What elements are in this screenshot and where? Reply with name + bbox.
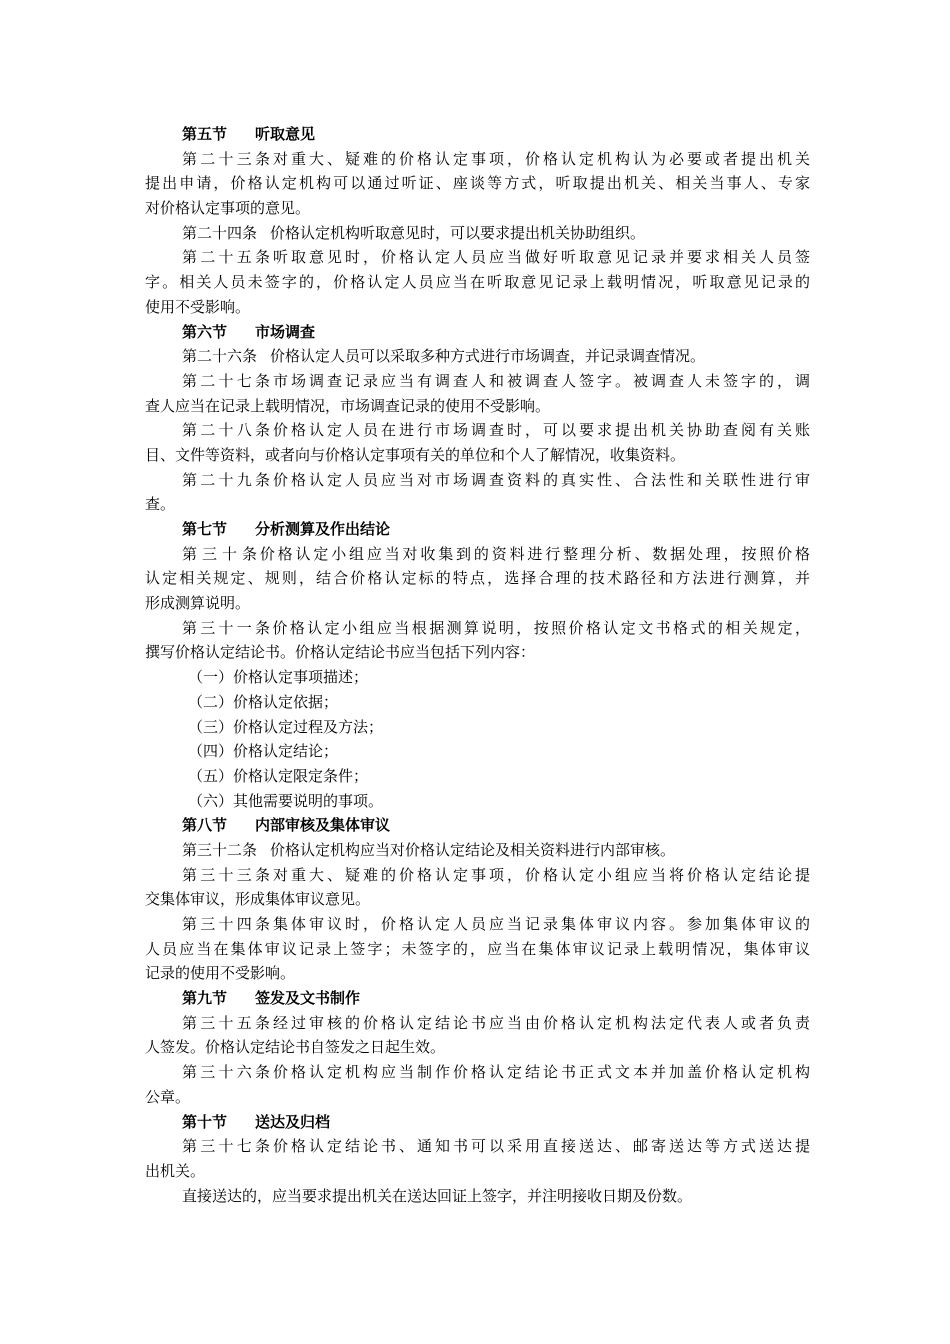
text-line [145, 196, 810, 221]
section-title: 市场调查 [255, 322, 316, 341]
text-line [145, 640, 810, 665]
list-item [145, 789, 810, 814]
article-line [145, 1011, 810, 1036]
text-line [145, 492, 810, 517]
line-text: 撰写价格认定结论书。价格认定结论书应当包括下列内容： [145, 643, 536, 662]
list-item [145, 764, 810, 789]
article-line [145, 418, 810, 443]
text-line [145, 566, 810, 591]
article-line [145, 221, 810, 246]
article-number: 第三十七条 [182, 1137, 270, 1156]
text-line [145, 1035, 810, 1060]
article-text: 价格认定小组应当对收集到的资料进行整理分析、数据处理，按照价格 [257, 544, 810, 563]
article-text: 价格认定机构应当制作价格认定结论书正式文本并加盖价格认定机构 [270, 1063, 810, 1082]
article-text: 对重大、疑难的价格认定事项，价格认定小组应当将价格认定结论提 [270, 865, 810, 884]
article-text: 对重大、疑难的价格认定事项，价格认定机构认为必要或者提出机关 [270, 149, 810, 168]
list-item [145, 739, 810, 764]
article-number: 第三十二条 [182, 840, 258, 859]
article-line [145, 1060, 810, 1085]
section-heading [145, 320, 810, 345]
article-text: 价格认定人员可以采取多种方式进行市场调查，并记录调查情况。 [270, 347, 706, 366]
article-text: 价格认定小组应当根据测算说明，按照价格认定文书格式的相关规定， [270, 618, 810, 637]
article-line [145, 344, 810, 369]
article-line [145, 912, 810, 937]
list-item [145, 690, 810, 715]
line-text: 查人应当在记录上载明情况，市场调查记录的使用不受影响。 [145, 396, 551, 415]
list-item-text: （二）价格认定依据； [188, 692, 339, 711]
section-heading [145, 122, 810, 147]
text-line [145, 443, 810, 468]
line-text: 公章。 [145, 1087, 191, 1106]
text-line [145, 270, 810, 295]
section-heading [145, 1110, 810, 1135]
line-text: 字。相关人员未签字的，价格认定人员应当在听取意见记录上载明情况，听取意见记录的 [145, 273, 810, 292]
text-line [145, 171, 810, 196]
line-text: 人员应当在集体审议记录上签字；未签字的，应当在集体审议记录上载明情况，集体审议 [145, 939, 810, 958]
line-text: 形成测算说明。 [145, 594, 251, 613]
article-text: 集体审议时，价格认定人员应当记录集体审议内容。参加集体审议的 [270, 915, 810, 933]
article-number: 第二十九条 [182, 470, 270, 489]
article-line [145, 1134, 810, 1159]
article-number: 第二十八条 [182, 421, 270, 440]
line-text: 交集体审议，形成集体审议意见。 [145, 890, 371, 909]
paragraph-line [145, 1184, 810, 1209]
article-number: 第三十三条 [182, 865, 270, 884]
document-body [145, 122, 810, 1208]
article-number: 第三十条 [182, 544, 257, 563]
article-line [145, 542, 810, 567]
article-line [145, 369, 810, 394]
section-number: 第十节 [182, 1112, 228, 1131]
article-number: 第二十七条 [182, 371, 270, 390]
article-number: 第二十三条 [182, 149, 270, 168]
line-text: 出机关。 [145, 1161, 206, 1180]
section-title: 签发及文书制作 [255, 989, 361, 1008]
article-text: 价格认定机构应当对价格认定结论及相关资料进行内部审核。 [270, 840, 676, 859]
line-text: 记录的使用不受影响。 [145, 964, 296, 983]
paragraph-text: 直接送达的，应当要求提出机关在送达回证上签字，并注明接收日期及份数。 [182, 1186, 693, 1205]
list-item [145, 665, 810, 690]
article-number: 第三十五条 [182, 1013, 270, 1032]
line-text: 人签发。价格认定结论书自签发之日起生效。 [145, 1038, 446, 1057]
section-title: 送达及归档 [255, 1112, 331, 1131]
article-text: 听取意见时，价格认定人员应当做好听取意见记录并要求相关人员签 [270, 248, 810, 267]
section-number: 第九节 [182, 989, 228, 1008]
section-heading [145, 813, 810, 838]
article-text: 价格认定人员在进行市场调查时，可以要求提出机关协助查阅有关账 [270, 421, 810, 440]
text-line [145, 937, 810, 962]
article-line [145, 468, 810, 493]
article-number: 第二十六条 [182, 347, 258, 366]
article-text: 价格认定人员应当对市场调查资料的真实性、合法性和关联性进行审 [270, 470, 810, 489]
text-line [145, 591, 810, 616]
section-number: 第五节 [182, 125, 228, 143]
line-text: 目、文件等资料，或者向与价格认定事项有关的单位和个人了解情况，收集资料。 [145, 445, 686, 464]
article-text: 市场调查记录应当有调查人和被调查人签字。被调查人未签字的，调 [270, 371, 810, 390]
list-item-text: （五）价格认定限定条件； [188, 766, 369, 785]
section-heading [145, 986, 810, 1011]
article-text: 价格认定结论书、通知书可以采用直接送达、邮寄送达等方式送达提 [270, 1137, 810, 1156]
section-heading [145, 517, 810, 542]
section-number: 第六节 [182, 322, 228, 341]
article-line [145, 616, 810, 641]
article-text: 价格认定机构听取意见时，可以要求提出机关协助组织。 [270, 223, 646, 242]
list-item-text: （一）价格认定事项描述； [188, 668, 369, 687]
section-number: 第七节 [182, 520, 228, 538]
article-number: 第二十四条 [182, 223, 258, 242]
list-item [145, 715, 810, 740]
list-item-text: （四）价格认定结论； [188, 742, 339, 761]
text-line [145, 1085, 810, 1110]
section-number: 第八节 [182, 816, 228, 835]
text-line [145, 887, 810, 912]
line-text: 使用不受影响。 [145, 297, 251, 316]
list-item-text: （六）其他需要说明的事项。 [188, 791, 384, 810]
article-line [145, 245, 810, 270]
text-line [145, 394, 810, 419]
line-text: 认定相关规定、规则，结合价格认定标的特点，选择合理的技术路径和方法进行测算，并 [145, 569, 810, 588]
article-line [145, 147, 810, 172]
list-item-text: （三）价格认定过程及方法； [188, 717, 384, 736]
article-line [145, 838, 810, 863]
article-number: 第三十六条 [182, 1063, 270, 1082]
line-text: 提出申请，价格认定机构可以通过听证、座谈等方式，听取提出机关、相关当事人、专家 [145, 174, 810, 193]
section-title: 听取意见 [255, 125, 316, 143]
article-number: 第二十五条 [182, 248, 270, 267]
text-line [145, 961, 810, 986]
line-text: 对价格认定事项的意见。 [145, 199, 311, 218]
article-number: 第三十一条 [182, 618, 270, 637]
article-number: 第三十四条 [182, 915, 270, 933]
section-title: 内部审核及集体审议 [255, 816, 391, 835]
article-line [145, 863, 810, 888]
section-title: 分析测算及作出结论 [255, 520, 391, 538]
text-line [145, 1159, 810, 1184]
line-text: 查。 [145, 495, 176, 514]
article-text: 经过审核的价格认定结论书应当由价格认定机构法定代表人或者负责 [270, 1013, 810, 1032]
text-line [145, 295, 810, 320]
